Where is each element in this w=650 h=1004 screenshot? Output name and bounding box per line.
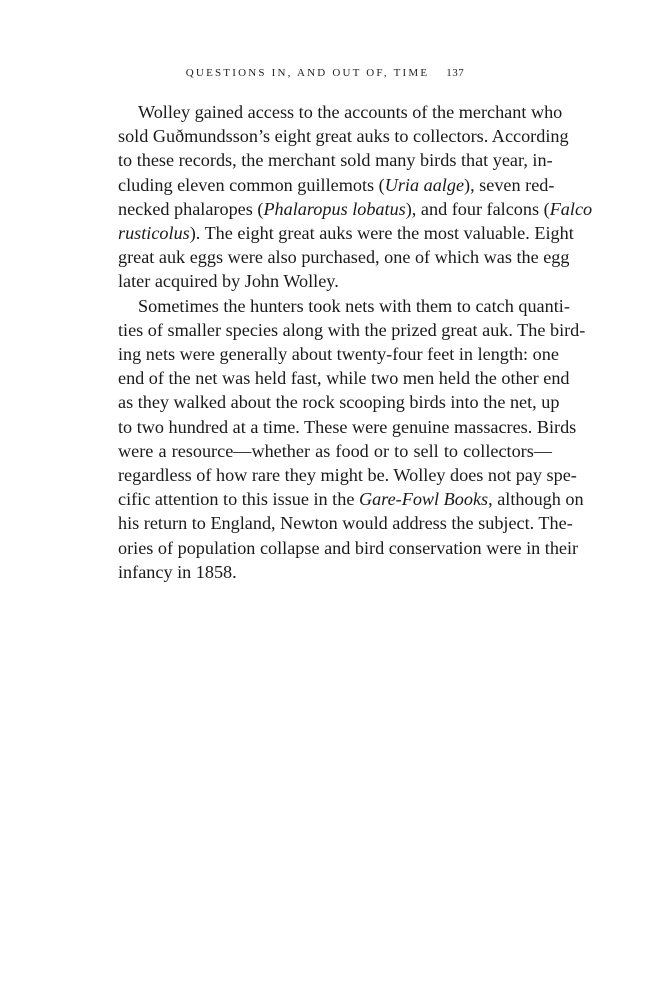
text-run: to two hundred at a time. These were genuine massacres. Birds	[118, 416, 577, 437]
text-line	[98, 342, 559, 366]
text-line	[98, 294, 570, 318]
text-run: regardless of how rare they might be. Wolley does not pay spe-	[118, 465, 577, 486]
text-line	[98, 511, 573, 535]
text-line	[98, 269, 552, 293]
text-line	[98, 487, 584, 511]
text-line	[98, 415, 577, 439]
italic-term: rusticolus	[118, 223, 190, 244]
italic-term: Uria aalge	[384, 174, 465, 195]
text-run: ), and four falcons (	[405, 198, 550, 219]
text-run: great auk eggs were also purchased, one of which was the egg	[118, 247, 570, 268]
page-number: 137	[446, 67, 465, 79]
text-line	[98, 221, 574, 245]
text-line	[98, 197, 593, 221]
text-line	[98, 173, 555, 197]
text-line	[98, 318, 586, 342]
text-line	[98, 439, 552, 463]
running-head-title: QUESTIONS IN, AND OUT OF, TIME	[185, 67, 430, 79]
text-run: later acquired by John Wolley.	[118, 271, 339, 292]
text-line	[98, 124, 569, 148]
text-run: Wolley gained access to the accounts of the merchant who	[138, 102, 563, 122]
body-text	[98, 100, 593, 584]
text-run: necked phalaropes (	[118, 198, 264, 219]
text-line	[98, 245, 570, 269]
italic-term: Falco	[549, 198, 593, 219]
text-line	[98, 100, 563, 124]
text-run: end of the net was held fast, while two men held the other end	[118, 368, 570, 389]
text-run: Sometimes the hunters took nets with them to catch quanti-	[138, 295, 570, 316]
text-line	[98, 390, 560, 414]
text-run: sold Guðmundsson’s eight great auks to collectors. According	[118, 126, 569, 147]
text-run: infancy in 1858.	[118, 561, 237, 582]
italic-term: Gare-Fowl Books	[358, 489, 489, 510]
paragraph	[98, 100, 593, 294]
text-line	[98, 463, 577, 487]
running-head	[98, 67, 552, 79]
text-run: ing nets were generally about twenty-four feet in length: one	[118, 344, 559, 365]
text-line	[98, 536, 579, 560]
text-run: ). The eight great auks were the most valuable. Eight	[189, 223, 574, 244]
text-run: to these records, the merchant sold many birds that year, in-	[118, 150, 553, 171]
text-line	[98, 366, 570, 390]
text-run: ories of population collapse and bird conservation were in their	[118, 537, 579, 558]
text-run: ties of smaller species along with the prized great auk. The bird-	[118, 319, 586, 340]
text-run: cluding eleven common guillemots (	[118, 174, 385, 195]
text-run: as they walked about the rock scooping birds into the net, up	[118, 392, 560, 413]
text-line	[98, 560, 552, 584]
paragraph	[98, 294, 586, 584]
text-run: cific attention to this issue in the	[118, 489, 359, 510]
text-run: , although on	[488, 489, 584, 510]
text-run: ), seven red-	[464, 174, 555, 195]
text-line	[98, 148, 552, 172]
text-run: were a resource—whether as food or to sell to collectors—	[118, 440, 552, 461]
italic-term: Phalaropus lobatus	[263, 198, 406, 219]
text-run: his return to England, Newton would address the subject. The-	[118, 513, 573, 534]
